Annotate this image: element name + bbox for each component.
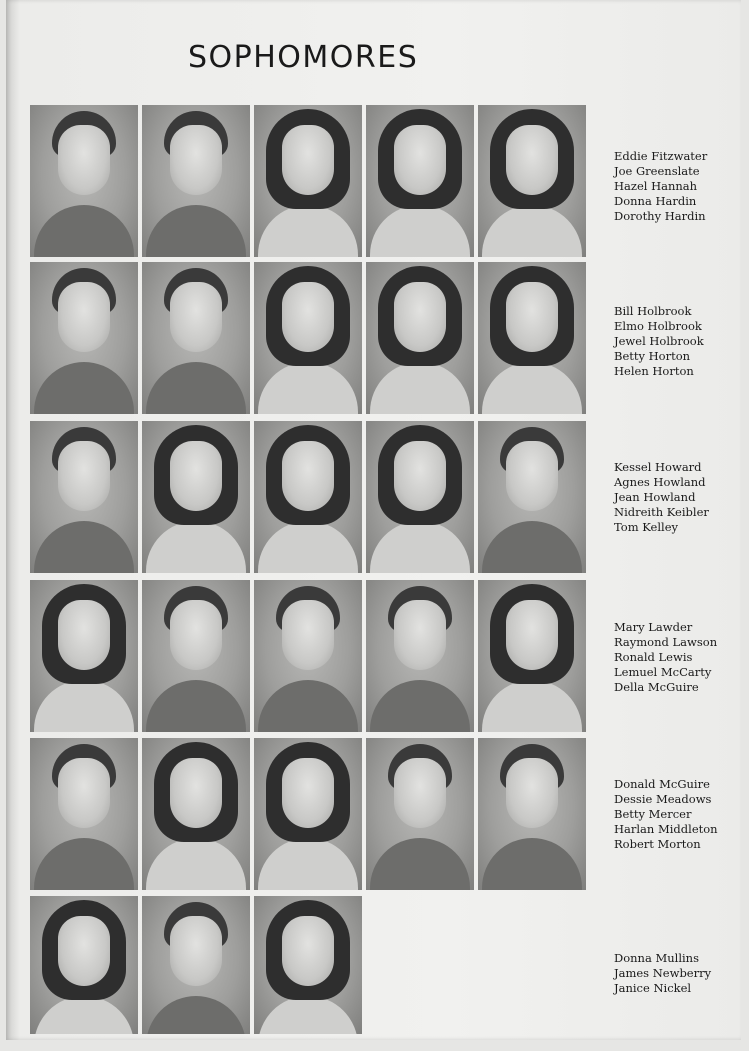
student-photo [30, 421, 138, 573]
student-photo [142, 896, 250, 1034]
student-photo [478, 421, 586, 573]
student-name: Elmo Holbrook [614, 319, 702, 333]
photo-row [30, 105, 590, 260]
student-name: Mary Lawder [614, 620, 693, 634]
student-name: Tom Kelley [614, 520, 679, 534]
student-photo [254, 105, 362, 257]
student-name: Betty Mercer [614, 807, 692, 821]
student-photo [142, 580, 250, 732]
photo-row [30, 896, 590, 1051]
student-name: Della McGuire [614, 680, 699, 694]
student-photo [478, 105, 586, 257]
student-name: Helen Horton [614, 364, 694, 378]
student-photo [366, 262, 474, 414]
student-photo [142, 421, 250, 573]
name-list [614, 951, 711, 996]
student-photo [478, 262, 586, 414]
student-photo [30, 262, 138, 414]
student-photo [30, 580, 138, 732]
student-photo [478, 738, 586, 890]
student-photo [30, 105, 138, 257]
student-photo [254, 896, 362, 1034]
student-photo [30, 896, 138, 1034]
photo-row [30, 421, 590, 576]
student-photo [254, 262, 362, 414]
student-photo [254, 738, 362, 890]
page-title: SOPHOMORES [188, 40, 419, 75]
student-photo [30, 738, 138, 890]
student-photo [142, 105, 250, 257]
student-name: Donna Mullins [614, 951, 699, 965]
student-name: Dorothy Hardin [614, 209, 706, 223]
student-name: Jewel Holbrook [614, 334, 704, 348]
student-photo [366, 738, 474, 890]
student-name: Eddie Fitzwater [614, 149, 708, 163]
student-name: Nidreith Keibler [614, 505, 709, 519]
student-name: Betty Horton [614, 349, 691, 363]
photo-row [30, 262, 590, 417]
student-name: Lemuel McCarty [614, 665, 712, 679]
name-list [614, 304, 704, 379]
name-list [614, 620, 717, 695]
student-photo [366, 421, 474, 573]
student-name: Janice Nickel [614, 981, 692, 995]
student-name: James Newberry [614, 966, 712, 980]
student-name: Bill Holbrook [614, 304, 692, 318]
photo-row [30, 738, 590, 893]
student-photo [142, 738, 250, 890]
student-name: Dessie Meadows [614, 792, 712, 806]
student-name: Jean Howland [614, 490, 696, 504]
student-name: Donald McGuire [614, 777, 710, 791]
student-photo [366, 105, 474, 257]
name-list [614, 777, 718, 852]
student-name: Kessel Howard [614, 460, 702, 474]
name-list [614, 460, 709, 535]
student-photo [254, 421, 362, 573]
student-name: Robert Morton [614, 837, 701, 851]
name-list [614, 149, 707, 224]
student-name: Joe Greenslate [614, 164, 700, 178]
student-photo [254, 580, 362, 732]
student-photo [366, 580, 474, 732]
student-photo [478, 580, 586, 732]
student-name: Agnes Howland [614, 475, 706, 489]
student-name: Ronald Lewis [614, 650, 693, 664]
yearbook-page [6, 0, 741, 1040]
student-photo [142, 262, 250, 414]
student-name: Harlan Middleton [614, 822, 718, 836]
student-name: Donna Hardin [614, 194, 697, 208]
photo-row [30, 580, 590, 735]
student-name: Raymond Lawson [614, 635, 718, 649]
student-name: Hazel Hannah [614, 179, 698, 193]
